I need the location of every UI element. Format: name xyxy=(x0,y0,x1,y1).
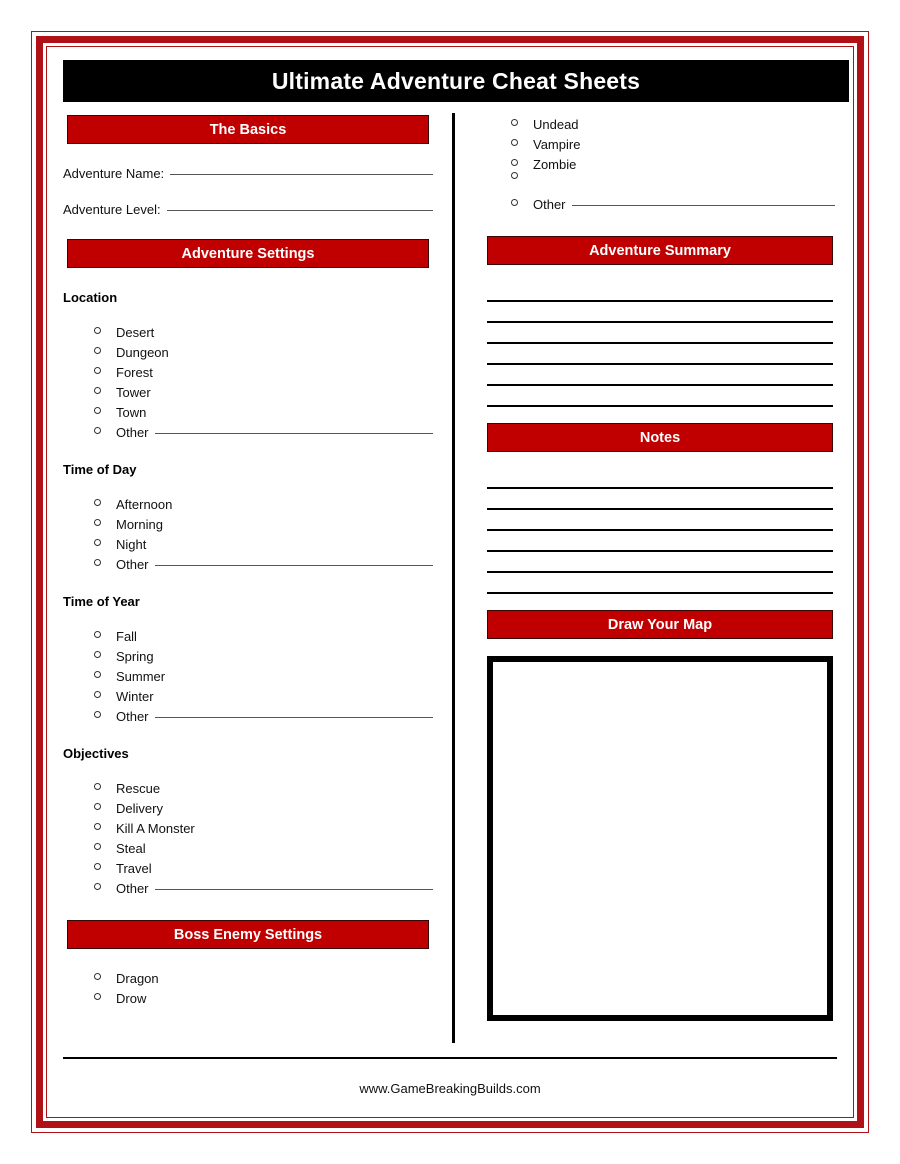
option-write-in-rule[interactable] xyxy=(155,433,433,434)
circle-bullet-icon xyxy=(511,139,518,146)
option-steal[interactable] xyxy=(63,839,433,859)
option-label: Rescue xyxy=(116,781,161,796)
option-write-in-rule[interactable] xyxy=(572,205,835,206)
option-tower[interactable] xyxy=(63,383,433,403)
option-label: Other xyxy=(116,425,149,440)
option-label: Other xyxy=(116,709,149,724)
option-undead[interactable] xyxy=(465,115,835,135)
circle-bullet-icon xyxy=(94,783,101,790)
circle-bullet-icon xyxy=(511,199,518,206)
circle-bullet-icon xyxy=(94,711,101,718)
circle-bullet-icon xyxy=(94,347,101,354)
group-label-objectives: Objectives xyxy=(63,746,129,761)
option-list-time-of-day xyxy=(63,495,433,575)
option-forest[interactable] xyxy=(63,363,433,383)
option-location-other[interactable] xyxy=(63,423,433,443)
option-list-boss-enemy-continued xyxy=(465,115,835,215)
option-label: Forest xyxy=(116,365,153,380)
field-rule-adventure-name[interactable] xyxy=(170,174,433,175)
option-time-of-year-other[interactable] xyxy=(63,707,433,727)
circle-bullet-icon xyxy=(94,803,101,810)
column-divider xyxy=(452,113,455,1043)
option-drow[interactable] xyxy=(63,989,433,1009)
circle-bullet-icon xyxy=(511,172,518,179)
circle-bullet-icon xyxy=(94,883,101,890)
circle-bullet-icon xyxy=(511,119,518,126)
footer-website: www.GameBreakingBuilds.com xyxy=(359,1081,541,1096)
section-header-boss-enemy-settings: Boss Enemy Settings xyxy=(67,920,429,949)
option-delivery[interactable] xyxy=(63,799,433,819)
circle-bullet-icon xyxy=(94,559,101,566)
circle-bullet-icon xyxy=(94,539,101,546)
circle-bullet-icon xyxy=(94,843,101,850)
section-header-draw-your-map: Draw Your Map xyxy=(487,610,833,639)
writing-line[interactable] xyxy=(487,344,833,365)
option-label: Other xyxy=(533,197,566,212)
option-label: Dungeon xyxy=(116,345,169,360)
option-label: Other xyxy=(116,881,149,896)
option-label: Afternoon xyxy=(116,497,173,512)
option-label: Spring xyxy=(116,649,154,664)
option-dragon[interactable] xyxy=(63,969,433,989)
group-label-time-of-day: Time of Day xyxy=(63,462,137,477)
left-column xyxy=(63,115,433,1009)
option-blank[interactable] xyxy=(465,175,835,195)
writing-line[interactable] xyxy=(487,489,833,510)
writing-line[interactable] xyxy=(487,573,833,594)
footer-divider xyxy=(63,1057,837,1059)
map-drawing-area[interactable] xyxy=(487,656,833,1021)
circle-bullet-icon xyxy=(94,651,101,658)
option-afternoon[interactable] xyxy=(63,495,433,515)
option-spring[interactable] xyxy=(63,647,433,667)
right-column xyxy=(465,115,835,1021)
section-header-notes: Notes xyxy=(487,423,833,452)
option-time-of-day-other[interactable] xyxy=(63,555,433,575)
option-label: Travel xyxy=(116,861,152,876)
option-rescue[interactable] xyxy=(63,779,433,799)
group-label-time-of-year: Time of Year xyxy=(63,594,140,609)
writing-line[interactable] xyxy=(487,468,833,489)
option-objectives-other[interactable] xyxy=(63,879,433,899)
option-label: Kill A Monster xyxy=(116,821,195,836)
field-adventure-level[interactable] xyxy=(63,202,433,217)
page-frame-middle xyxy=(36,36,864,1128)
writing-line[interactable] xyxy=(487,552,833,573)
writing-line[interactable] xyxy=(487,323,833,344)
page-title: Ultimate Adventure Cheat Sheets xyxy=(63,60,849,102)
option-label: Town xyxy=(116,405,147,420)
option-list-time-of-year xyxy=(63,627,433,727)
option-fall[interactable] xyxy=(63,627,433,647)
section-header-adventure-summary: Adventure Summary xyxy=(487,236,833,265)
circle-bullet-icon xyxy=(94,631,101,638)
option-travel[interactable] xyxy=(63,859,433,879)
page-frame-inner xyxy=(46,46,854,1118)
writing-line[interactable] xyxy=(487,281,833,302)
group-label-location: Location xyxy=(63,290,118,305)
field-label-adventure-level: Adventure Level: xyxy=(63,202,161,217)
circle-bullet-icon xyxy=(94,863,101,870)
circle-bullet-icon xyxy=(94,973,101,980)
field-rule-adventure-level[interactable] xyxy=(167,210,433,211)
writing-line[interactable] xyxy=(487,302,833,323)
option-night[interactable] xyxy=(63,535,433,555)
option-label: Tower xyxy=(116,385,151,400)
option-label: Drow xyxy=(116,991,147,1006)
option-kill-a-monster[interactable] xyxy=(63,819,433,839)
adventure-summary-lines xyxy=(487,281,833,407)
option-label: Delivery xyxy=(116,801,163,816)
option-town[interactable] xyxy=(63,403,433,423)
option-list-location xyxy=(63,323,433,443)
option-label: Vampire xyxy=(533,137,581,152)
option-morning[interactable] xyxy=(63,515,433,535)
circle-bullet-icon xyxy=(94,407,101,414)
option-write-in-rule[interactable] xyxy=(155,565,433,566)
option-label: Dragon xyxy=(116,971,159,986)
option-label: Desert xyxy=(116,325,155,340)
option-label: Summer xyxy=(116,669,166,684)
field-label-adventure-name: Adventure Name: xyxy=(63,166,165,181)
option-label: Steal xyxy=(116,841,146,856)
circle-bullet-icon xyxy=(94,671,101,678)
option-write-in-rule[interactable] xyxy=(155,717,433,718)
option-vampire[interactable] xyxy=(465,135,835,155)
field-adventure-name[interactable] xyxy=(63,166,433,181)
circle-bullet-icon xyxy=(94,993,101,1000)
option-desert[interactable] xyxy=(63,323,433,343)
option-summer[interactable] xyxy=(63,667,433,687)
circle-bullet-icon xyxy=(94,519,101,526)
option-list-boss-enemy xyxy=(63,969,433,1009)
notes-lines xyxy=(487,468,833,594)
option-label: Other xyxy=(116,557,149,572)
option-list-objectives xyxy=(63,779,433,899)
writing-line[interactable] xyxy=(487,510,833,531)
circle-bullet-icon xyxy=(94,691,101,698)
writing-line[interactable] xyxy=(487,365,833,386)
page-frame-outer xyxy=(31,31,869,1133)
writing-line[interactable] xyxy=(487,531,833,552)
circle-bullet-icon xyxy=(94,387,101,394)
option-write-in-rule[interactable] xyxy=(155,889,433,890)
circle-bullet-icon xyxy=(511,159,518,166)
writing-line[interactable] xyxy=(487,386,833,407)
option-label: Morning xyxy=(116,517,163,532)
option-zombie[interactable] xyxy=(465,155,835,175)
circle-bullet-icon xyxy=(94,367,101,374)
cheat-sheet xyxy=(47,47,853,1117)
circle-bullet-icon xyxy=(94,499,101,506)
option-label: Fall xyxy=(116,629,137,644)
option-label: Night xyxy=(116,537,147,552)
section-header-the-basics: The Basics xyxy=(67,115,429,144)
option-boss-enemy-other[interactable] xyxy=(465,195,835,215)
circle-bullet-icon xyxy=(94,327,101,334)
circle-bullet-icon xyxy=(94,427,101,434)
circle-bullet-icon xyxy=(94,823,101,830)
option-label: Winter xyxy=(116,689,154,704)
option-label: Undead xyxy=(533,117,579,132)
section-header-adventure-settings: Adventure Settings xyxy=(67,239,429,268)
option-label: Zombie xyxy=(533,157,577,172)
option-winter[interactable] xyxy=(63,687,433,707)
option-dungeon[interactable] xyxy=(63,343,433,363)
